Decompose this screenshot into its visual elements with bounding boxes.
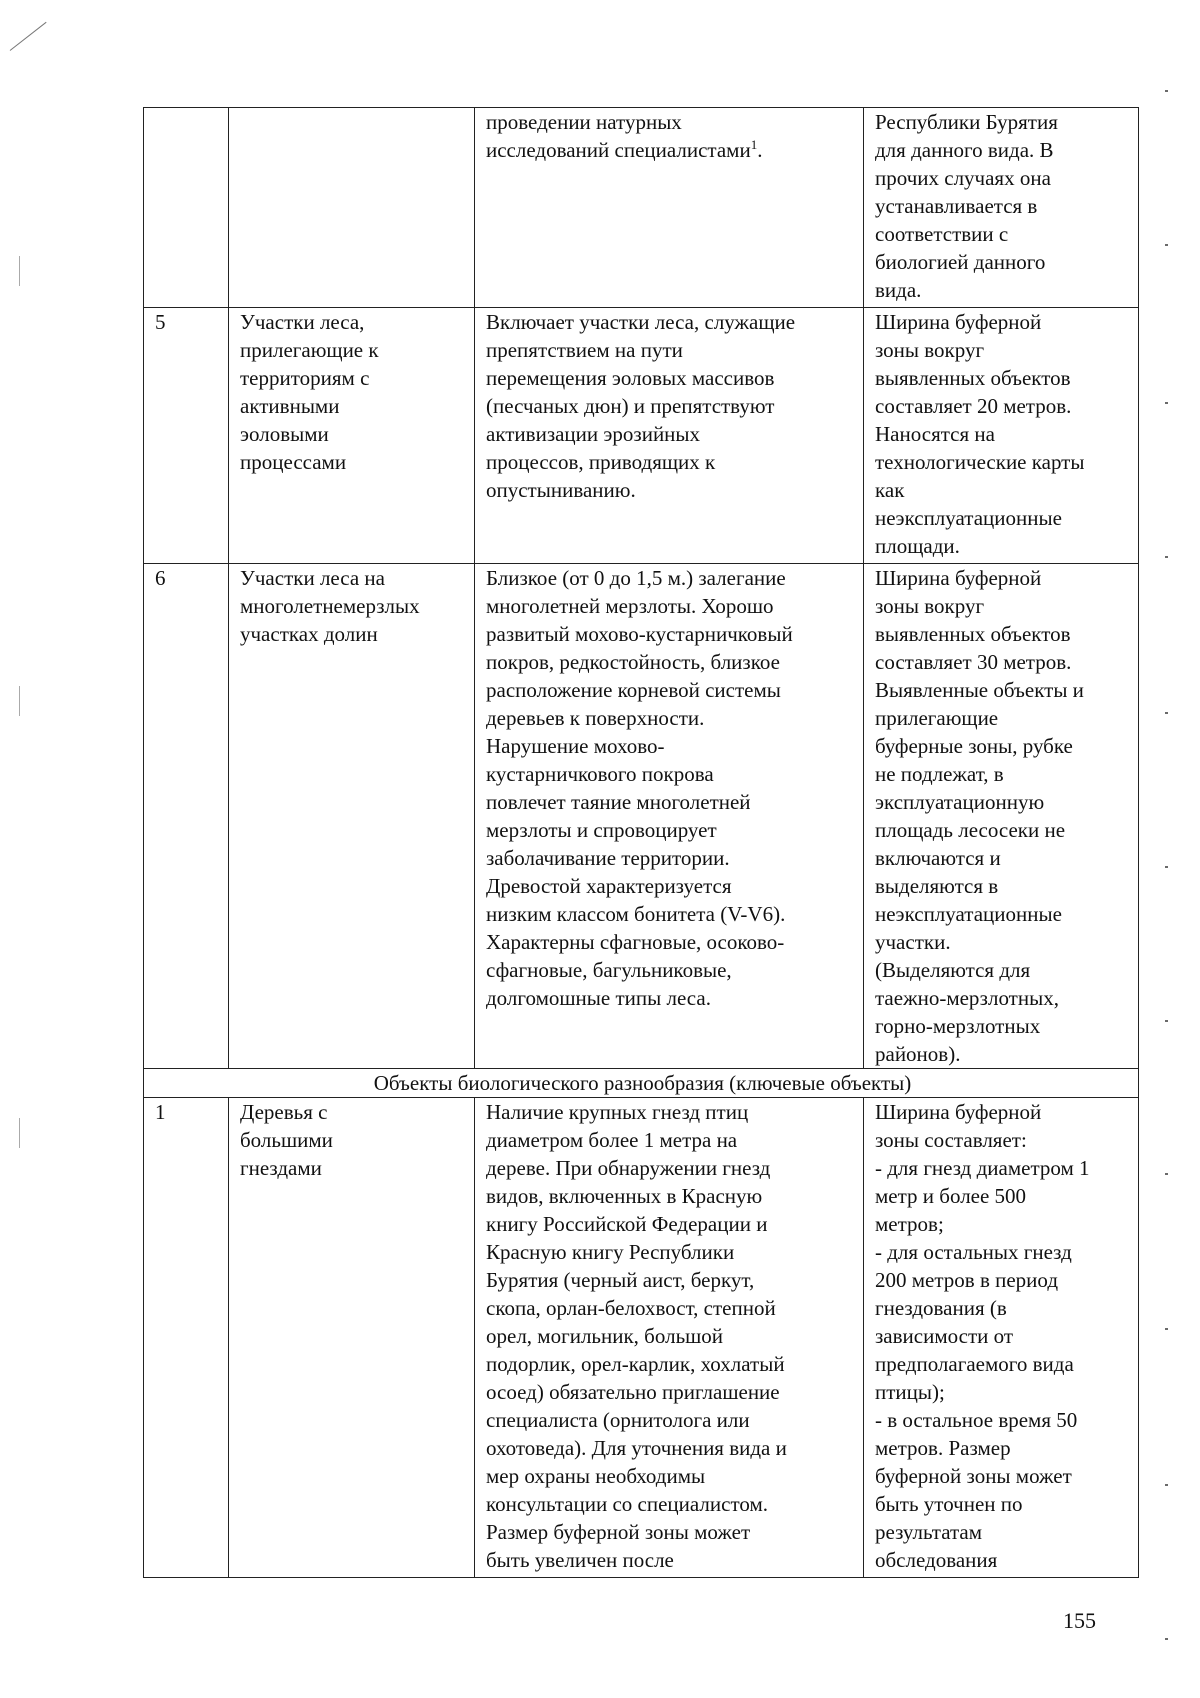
scan-artifact-dot [1165,712,1168,714]
description-line: деревьев к поверхности. [486,706,705,730]
buffer-line: Выявленные объекты и [875,678,1084,702]
footnote-marker: 1 [750,137,758,152]
section-heading: Объекты биологического разнообразия (ключевые объекты) [144,1069,1139,1098]
page-number: 155 [1063,1608,1096,1633]
buffer-line: биологией данного [875,250,1046,274]
buffer-line: составляет 30 метров. [875,650,1072,674]
buffer-line: выявленных объектов [875,366,1071,390]
scan-artifact-dot [1165,866,1168,868]
buffer-line: для данного вида. В [875,138,1054,162]
scan-artifact-dot [1165,1484,1168,1486]
description-line: охотоведа). Для уточнения вида и [486,1436,787,1460]
buffer-line: быть уточнен по [875,1492,1023,1516]
description-line: процессов, приводящих к [486,450,716,474]
buffer-line: эксплуатационную [875,790,1045,814]
buffer-line: горно-мерзлотных [875,1014,1041,1038]
buffer-line: буферной зоны может [875,1464,1072,1488]
buffer-line: устанавливается в [875,194,1038,218]
object-line: активными [240,394,340,418]
description-line: осоед) обязательно приглашение [486,1380,780,1404]
object-cell [229,308,475,564]
buffer-zone-cell [864,308,1139,564]
buffer-line: районов). [875,1042,961,1066]
buffer-line: прочих случаях она [875,166,1051,190]
description-line: повлечет таяние многолетней [486,790,751,814]
buffer-line: Ширина буферной [875,566,1042,590]
scan-artifact-dot [1165,1020,1168,1022]
description-line: Бурятия (черный аист, беркут, [486,1268,755,1292]
buffer-line: как [875,478,905,502]
buffer-line: обследования [875,1548,998,1572]
description-line: подорлик, орел-карлик, хохлатый [486,1352,785,1376]
object-line: эоловыми [240,422,329,446]
buffer-line: таежно-мерзлотных, [875,986,1059,1010]
description-cell [475,308,864,564]
object-line: Деревья с [240,1100,328,1124]
object-line: процессами [240,450,347,474]
buffer-line: зоны вокруг [875,338,985,362]
buffer-line: результатам [875,1520,983,1544]
buffer-line: гнездования (в [875,1296,1007,1320]
scan-artifact-dot [1165,1638,1168,1640]
row-number-cell: 1 [144,1098,229,1578]
buffer-line: выделяются в [875,874,999,898]
description-line: дереве. При обнаружении гнезд [486,1156,771,1180]
buffer-line: Ширина буферной [875,310,1042,334]
description-line: специалиста (орнитолога или [486,1408,750,1432]
description-line: мер охраны необходимы [486,1464,706,1488]
buffer-line: составляет 20 метров. [875,394,1072,418]
buffer-line: зоны вокруг [875,594,985,618]
buffer-line: технологические карты [875,450,1085,474]
description-line: опустыниванию. [486,478,636,502]
buffer-line: метров; [875,1212,944,1236]
buffer-zone-cell [864,1098,1139,1578]
scan-artifact-dot [1165,402,1168,404]
object-line: территориям с [240,366,370,390]
buffer-line: метр и более 500 [875,1184,1027,1208]
description-line: Красную книгу Республики [486,1240,735,1264]
scan-artifact-dash [19,256,20,286]
object-line: Участки леса, [240,310,365,334]
object-cell [229,108,475,308]
scan-artifact-dash [19,686,20,716]
buffer-line: выявленных объектов [875,622,1071,646]
table-row [144,1098,1139,1578]
description-line: мерзлоты и спровоцирует [486,818,717,842]
buffer-line: площади. [875,534,960,558]
description-line: препятствием на пути [486,338,683,362]
description-line: Размер буферной зоны может [486,1520,751,1544]
table-row [144,564,1139,1069]
description-line: низким классом бонитета (V-V6). [486,902,786,926]
description-line: сфагновые, багульниковые, [486,958,732,982]
row-number-cell: 5 [144,308,229,564]
object-line: Участки леса на [240,566,385,590]
description-line: заболачивание территории. [486,846,730,870]
description-line: долгомошные типы леса. [486,986,711,1010]
object-line: многолетнемерзлых [240,594,420,618]
buffer-line: буферные зоны, рубке [875,734,1073,758]
object-line: гнездами [240,1156,322,1180]
description-line: активизации эрозийных [486,422,701,446]
scan-artifact-dot [1165,244,1168,246]
buffer-line: - для гнезд диаметром 1 [875,1156,1090,1180]
table-row [144,108,1139,308]
description-line: Включает участки леса, служащие [486,310,796,334]
object-cell [229,564,475,1069]
description-line: видов, включенных в Красную [486,1184,763,1208]
description-line: Наличие крупных гнезд птиц [486,1100,749,1124]
zones-table [143,107,1139,1578]
description-line: Характерны сфагновые, осоково- [486,930,785,954]
buffer-line: - для остальных гнезд [875,1240,1072,1264]
description-line: (песчаных дюн) и препятствуют [486,394,775,418]
scan-artifact-dot [1165,90,1168,92]
description-cell [475,1098,864,1578]
scan-artifact-dot [1165,556,1168,558]
description-line: диаметром более 1 метра на [486,1128,738,1152]
description-line: исследований специалистами$^1$. [486,137,763,162]
description-line: развитый мохово-кустарничковый [486,622,793,646]
description-line: скопа, орлан-белохвост, степной [486,1296,776,1320]
description-line: проведении натурных [486,110,682,134]
buffer-line: площадь лесосеки не [875,818,1066,842]
description-line: перемещения эоловых массивов [486,366,775,390]
buffer-line: неэксплуатационные [875,902,1062,926]
buffer-line: Республики Бурятия [875,110,1058,134]
buffer-line: участки. [875,930,951,954]
buffer-line: неэксплуатационные [875,506,1062,530]
description-line: Нарушение мохово- [486,734,665,758]
description-line: расположение корневой системы [486,678,781,702]
row-number-cell [144,108,229,308]
buffer-line: соответствии с [875,222,1009,246]
buffer-line: зависимости от [875,1324,1014,1348]
buffer-line: 200 метров в период [875,1268,1059,1292]
buffer-line: птицы); [875,1380,945,1404]
object-line: прилегающие к [240,338,379,362]
buffer-line: метров. Размер [875,1436,1011,1460]
scan-artifact-dot [1165,1173,1168,1175]
buffer-line: не подлежат, в [875,762,1004,786]
description-line: быть увеличен после [486,1548,674,1572]
scan-artifact-dash [19,1118,20,1148]
description-cell [475,564,864,1069]
buffer-zone-cell [864,108,1139,308]
buffer-line: - в остальное время 50 [875,1408,1078,1432]
description-line: многолетней мерзлоты. Хорошо [486,594,774,618]
table-row [144,308,1139,564]
buffer-line: включаются и [875,846,1001,870]
description-line: орел, могильник, большой [486,1324,724,1348]
buffer-line: вида. [875,278,922,302]
scan-artifact-line [10,22,47,51]
object-cell [229,1098,475,1578]
description-line: покров, редкостойность, близкое [486,650,780,674]
description-line: книгу Российской Федерации и [486,1212,768,1236]
buffer-line: прилегающие [875,706,999,730]
buffer-line: Ширина буферной [875,1100,1042,1124]
buffer-zone-cell [864,564,1139,1069]
description-line: консультации со специалистом. [486,1492,768,1516]
buffer-line: предполагаемого вида [875,1352,1074,1376]
row-number-cell: 6 [144,564,229,1069]
description-cell [475,108,864,308]
buffer-line: зоны составляет: [875,1128,1027,1152]
object-line: большими [240,1128,333,1152]
scan-artifact-dot [1165,1328,1168,1330]
description-line: Близкое (от 0 до 1,5 м.) залегание [486,566,786,590]
object-line: участках долин [240,622,378,646]
section-heading-row [144,1069,1139,1098]
description-line: кустарничкового покрова [486,762,714,786]
buffer-line: (Выделяются для [875,958,1031,982]
description-line: Древостой характеризуется [486,874,732,898]
buffer-line: Наносятся на [875,422,995,446]
